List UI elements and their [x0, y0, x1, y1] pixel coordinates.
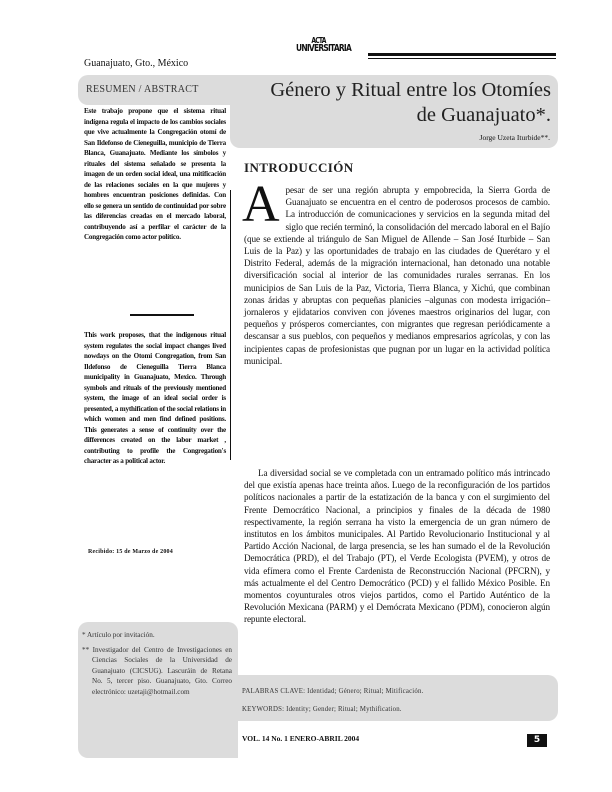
logo-line-2: UNIVERSITARIA: [296, 42, 352, 54]
keywords-spanish: PALABRAS CLAVE: Identidad; Género; Ritual; Mitificación.: [242, 688, 424, 695]
footnote-2: ** Investigador del Centro de Investigaciones en Ciencias Sociales de la Universidad de Guanajuato (CICSUG). Lascuráin de Retana No. 5, tercer piso. Guanajuato, Gto. Correo electrónico: uzetaji@hotmail.com: [82, 645, 232, 696]
logo-line-1: ACTA: [311, 36, 326, 45]
received-date: Recibido: 15 de Marzo de 2004: [88, 549, 173, 555]
abstract-label: RESUMEN / ABSTRACT: [86, 84, 199, 95]
journal-logo: [296, 36, 352, 54]
paragraph-1-text: pesar de ser una región abrupta y empobrecida, la Sierra Gorda de Guanajuato se encuentra en el centro de poderosos procesos de cambio. La introducción de comunicaciones y servicios en la segunda mitad del siglo que recién terminó, la consolidación del mercado laboral en el Bajío (que se extiende al triángulo de San Miguel de Allende – San José Iturbide – San Luis de la Paz) y las oportunidades de trabajo en las ciudades de Querétaro y el Distrito Federal, además de la migración internacional, han detonado una notable diversificación social al interior de las comunidades rurales serranas. En los municipios de San Luis de la Paz, Victoria, Tierra Blanca, y Xichú, que combinan zonas áridas y abruptas con pequeñas planicies –algunas con modesta irrigación– jornaleros y ejidatarios conviven con jóvenes maestros originarios del lugar, con pequeños y prósperos comerciantes, con migrantes que regresan periódicamente a descansar a sus pueblos, con pequeños y medianos empresarios agrícolas, y con las incipientes capas de profesionistas que pugnan por un lugar en la actividad política municipal.: [244, 185, 550, 366]
column-rule: [230, 190, 231, 460]
footnote-1: * Artículo por invitación.: [82, 631, 155, 639]
header-rule-thin: [368, 58, 556, 59]
location-header: Guanajuato, Gto., México: [84, 58, 189, 69]
drop-cap: A: [242, 176, 280, 233]
body-paragraph-2: La diversidad social se ve completada con un entramado político más intrincado del que existía apenas hace treinta años. Luego de la reconfiguración de los partidos políticos nacionales a partir de la estatización de la banca y con el surgimiento del Frente Democrático Nacional, a principios y finales de la década de 1980 respectivamente, la región serrana ha visto la emergencia de un gran número de institutos en los ámbitos municipales. Al Partido Revolucionario Institucional y al Partido Acción Nacional, de larga presencia, se les han sumado el de la Revolución Democrática (PRD), el del Trabajo (PT), el Verde Ecologista (PVEM), y otros de vida efímera como el Frente Cardenista de Reconstrucción Nacional (PFCRN), y más actualmente el del Centro Democrático (PCD) y el fallido México Posible. En momentos coyunturales otros viejos partidos, como el Partido Auténtico de la Revolución Mexicana (PARM) y el Demócrata Mexicano (PDM), conocieron algún repunte electoral.: [244, 468, 550, 625]
body-paragraph-1: [242, 176, 550, 367]
keywords-english: KEYWORDS: Identity; Gender; Ritual; Mythification.: [242, 706, 402, 713]
abstract-divider: [130, 314, 194, 316]
title-line-2: de Guanajuato*.: [416, 104, 551, 126]
title-line-1: Género y Ritual entre los Otomíes: [270, 79, 551, 101]
volume-info: VOL. 14 No. 1 ENERO-ABRIL 2004: [242, 734, 360, 743]
author-name: Jorge Uzeta Iturbide**.: [479, 133, 550, 142]
footnotes: [82, 630, 232, 698]
header-rule-thick: [368, 53, 556, 56]
abstract-spanish: Este trabajo propone que el sistema ritual indígena regula el impacto de los cambios sociales que vive actualmente la Congregación otomí de San Ildefonso de Cieneguilla, municipio de Tierra Blanca, Guanajuato. Mediante los símbolos y rituales del sistema señalado se presenta la imagen de un orden social ideal, una mitificación de las relaciones sociales en la que mujeres y hombres encuentran posiciones definidas. Con ello se genera un sentido de continuidad por sobre las diferencias creadas en el mercado laboral, contribuyendo así a perfilar el carácter de la Congregación como actor político.: [84, 107, 226, 241]
section-heading: INTRODUCCIÓN: [244, 160, 354, 175]
abstract-english: This work proposes, that the indigenous ritual system regulates the social impact changes lived nowdays on the Otomi Congregation, from San Ildefonso de Cieneguilla Tierra Blanca municipality in Guanajuato, Mexico. Through symbols and rituals of the previously mentioned system, the image of an ideal social order is presented, a mythification of the social relations in which women and men find defined positions. This generates a sense of continuity over the differences created on the labor market , contributing to profile the Congregation's character as a political actor.: [84, 331, 226, 465]
page-number: 5: [527, 734, 547, 747]
article-title: [236, 78, 551, 128]
